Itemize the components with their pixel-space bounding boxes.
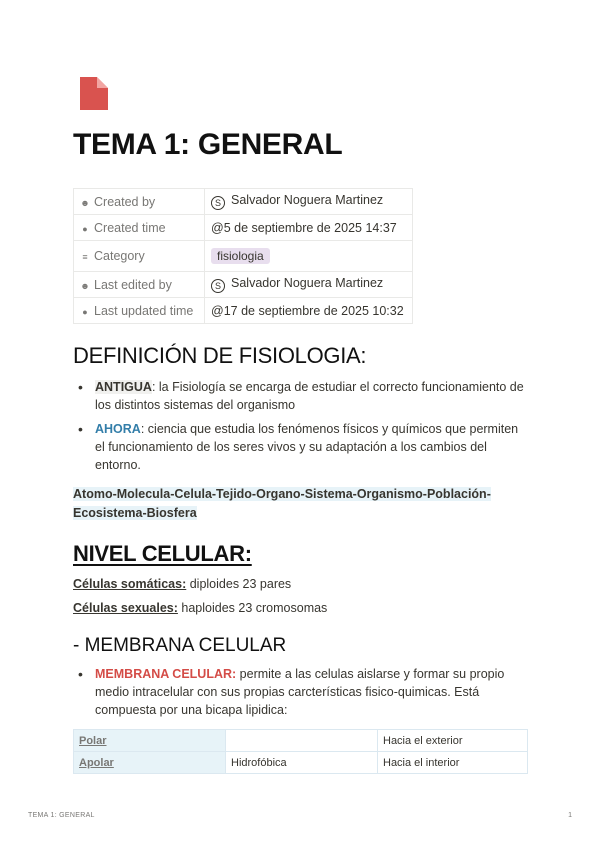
list-item <box>78 665 528 719</box>
organization-levels <box>73 485 513 523</box>
page-title: TEMA 1: GENERAL <box>73 128 343 161</box>
item-text: permite a las celulas aislarse y formar su propio medio intracelular con sus propias carcterísticas fisico-quimicas. Está compuesta por una bicapa lipidica: <box>95 667 505 717</box>
page-number: 1 <box>568 812 572 819</box>
avatar: S <box>211 196 225 210</box>
person-icon: ☻ <box>80 197 90 208</box>
property-key: Last edited by <box>94 277 172 292</box>
property-value: Salvador Noguera Martinez <box>231 193 384 207</box>
sexuales-text: haploides 23 cromosomas <box>177 601 328 615</box>
footer-title: TEMA 1: GENERAL <box>28 812 95 819</box>
chain-line: Ecosistema-Biosfera <box>73 506 197 520</box>
table-cell: Polar <box>74 730 226 752</box>
table-cell: Apolar <box>74 752 226 774</box>
definicion-list <box>78 378 528 480</box>
property-row <box>74 215 413 241</box>
property-row <box>74 272 413 298</box>
list-item <box>78 420 528 474</box>
chain-line: Atomo-Molecula-Celula-Tejido-Organo-Sistema-Organismo-Población- <box>73 487 491 501</box>
property-value: @17 de septiembre de 2025 10:32 <box>211 303 404 318</box>
table-cell: Hidrofóbica <box>226 752 378 774</box>
property-value: Salvador Noguera Martinez <box>231 276 384 290</box>
somaticas-text: diploides 23 pares <box>186 577 292 591</box>
keyword-membrana: MEMBRANA CELULAR: <box>95 667 237 681</box>
table-row <box>74 752 528 774</box>
properties-table <box>73 188 413 324</box>
membrana-list <box>78 665 528 725</box>
person-icon: ☻ <box>80 280 90 291</box>
clock-icon: ● <box>82 306 88 317</box>
table-cell: Hacia el exterior <box>378 730 528 752</box>
somaticas-line <box>73 577 291 591</box>
list-icon: ≡ <box>82 252 88 262</box>
membrana-table <box>73 729 528 774</box>
heading-definicion: DEFINICIÓN DE FISIOLOGIA: <box>73 343 367 368</box>
table-cell: Hacia el interior <box>378 752 528 774</box>
property-key: Created time <box>94 220 166 235</box>
document-icon <box>80 77 108 110</box>
category-tag[interactable]: fisiologia <box>211 248 270 264</box>
heading-membrana: - MEMBRANA CELULAR <box>73 635 287 656</box>
property-row <box>74 298 413 324</box>
heading-nivel-celular: NIVEL CELULAR: <box>73 541 252 566</box>
property-key: Created by <box>94 194 156 209</box>
list-item <box>78 378 528 414</box>
property-value: @5 de septiembre de 2025 14:37 <box>211 220 397 235</box>
avatar: S <box>211 279 225 293</box>
clock-icon: ● <box>82 223 88 234</box>
keyword-antigua: ANTIGUA <box>95 380 152 394</box>
property-key: Last updated time <box>94 303 194 318</box>
property-row <box>74 189 413 215</box>
somaticas-label: Células somáticas: <box>73 577 187 591</box>
sexuales-line <box>73 601 327 615</box>
table-row <box>74 730 528 752</box>
sexuales-label: Células sexuales: <box>73 601 178 615</box>
table-cell <box>226 730 378 752</box>
item-text: : la Fisiología se encarga de estudiar el correcto funcionamiento de los distintos sistemas del organismo <box>95 380 524 412</box>
keyword-ahora: AHORA <box>95 422 141 436</box>
item-text: : ciencia que estudia los fenómenos físicos y químicos que permiten el funcionamiento de los seres vivos y su adaptación a los cambios del entorno. <box>95 422 519 472</box>
property-key: Category <box>94 249 145 263</box>
property-row <box>74 241 413 272</box>
